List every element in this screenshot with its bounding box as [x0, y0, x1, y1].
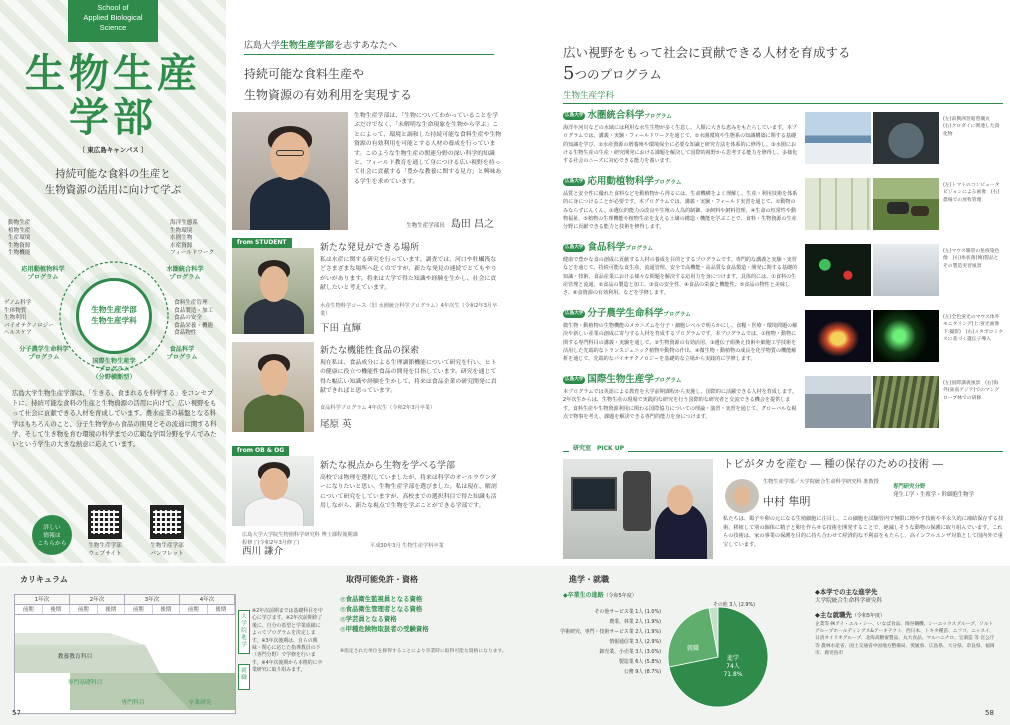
links-area [32, 503, 222, 561]
license-item: ◎食品衛生管理者となる資格 [340, 605, 423, 613]
program-pill: 広島大学 [565, 245, 584, 250]
program-name: 水圏統合科学 [166, 266, 204, 273]
alumni-photo [232, 456, 314, 526]
program-title [563, 242, 653, 254]
dean-title: 生物生産学部長 [406, 223, 445, 229]
license-heading: 取得可能免許・資格 [346, 575, 418, 584]
microscope-icon [623, 471, 651, 531]
diagram-item: ヘルスケア [4, 330, 32, 336]
page-number-left: 57 [12, 709, 21, 717]
story-body: 私は水産に関する研究を行っています。調査では、河口や牡蠣筏などさまざまな場所へ赴くのですが、新たな発見の連続でとてもやりがいがあります。将来は大学で得た知識や経験を生かし、社会に貢献したいと考えています。 [320, 257, 497, 292]
diagram-item: 生物環境 [170, 227, 193, 234]
license-item: ◎食品衛生監視員となる資格 [340, 595, 423, 603]
year-header: 4年次 [180, 595, 235, 605]
program-description: 海洋や河川などの水域には利用な水生生物が多く生息し、人類に大きな恵みをもたらしています。本プログラムでは、講義・実験・フィールドワークを通じて、①水圏環境や生態系の知識構築に関する基礎的知識を学び、②水産資源の増養殖や環境保全に必要な知識と研究方法を体系的に修得し、③水圏における生物生産の生産・研究開発における課題を解決して国際的視野から思考する能力を修得し、多様化する社会のニーズに対応できる能力を養います。 [563, 125, 798, 165]
alumni-face [260, 468, 288, 500]
program-description: 微生物・動植物の生物機能のメカニズムを分子・細胞レベルで明らかにし、食糧・医療・環境問題の解決や新しい産業の創成に寄与する人材を育成するプログラムです。本プログラムでは、①植物・動物に関する専門科目の講義・実験を通して、②生物資源の有効活用、③遺伝子組換え技術や細胞工学技術を活用した先端的なトランスジェニック植物や動物の作出、④微生物・動植物の成長を化学物質の機能解析を通じて、先端的なバイオテクノロジーを基礎的な立場から実践的に学修します。 [563, 323, 798, 363]
diagram-item: 生体物質 [4, 307, 27, 314]
story-meta: 食品科学プログラム 4年次生（令和2年3月卒業） [320, 405, 436, 411]
program-applied-animal [8, 266, 78, 282]
year-header: 3年次 [125, 595, 180, 605]
research-field [893, 483, 1005, 499]
student2-body [244, 394, 304, 432]
story-title: 新たな視点から生物を学べる学部 [320, 461, 456, 471]
lab-photo [563, 459, 713, 559]
program-international [74, 358, 154, 382]
story-body: 現在私は、食品成分による生理調節機能について研究を行い、ヒトの健康に役立つ機能性食品の開発を目指しています。研究を通じて得た幅広い知識や経験を生かして、将来は食品企業の研究開発に貢献できればと思っています。 [320, 360, 497, 395]
year-header: 1年次 [15, 595, 70, 605]
career-row-label: 製造業 6人 (5.8%) [618, 659, 661, 665]
headline-suffix: つのプログラム [574, 67, 662, 82]
pickup-title: トビがタカを産む ― 種の保存のための技術 ― [723, 458, 944, 470]
pie-grad-count: 74人 [726, 663, 740, 670]
diagram-item: 食品物性 [174, 330, 197, 336]
website-qr-code[interactable] [88, 505, 122, 539]
bubble-line: 詳しい [43, 525, 61, 531]
band-thesis: 卒業研究 [188, 700, 212, 706]
employment-tag: 就職 [238, 664, 250, 690]
career-destinations [815, 588, 995, 657]
diagram-center [76, 278, 152, 354]
divider [563, 103, 1003, 104]
faculty-title-line: 生物生産 [25, 50, 201, 97]
researcher-affiliation: 生物生産学部／大学院統合生命科学研究科 准教授 [763, 479, 879, 485]
program-title [563, 308, 691, 320]
mangrove-photo [873, 376, 939, 428]
diagram-item: 海洋生態系 [170, 220, 198, 226]
qr-label-line: パンフレット [150, 550, 184, 557]
story-name: 尾原 英 [320, 419, 352, 430]
program-caption: (左)全色蛍光のマウス体外モニタリング(上:蛍光画像 下:撮影) (右)メタボロミクスに基づく遺伝子導入 [943, 315, 1003, 343]
program-block-molecular [563, 308, 1003, 370]
diagram-item: 食料生産管理 [174, 300, 208, 306]
job-dest-heading [815, 611, 995, 621]
career-sub-note: （令和5年度） [603, 593, 637, 599]
program-food [152, 346, 212, 362]
program-name: 応用動植物科学 [587, 176, 654, 187]
program-suffix: プログラム [625, 246, 653, 252]
ship-photo [805, 112, 871, 164]
bubble-line: 情報は [43, 533, 61, 539]
diagram-item: バイオテクノロジー [4, 322, 54, 329]
divider [563, 451, 1003, 452]
semester-header: 前期 [125, 605, 153, 615]
program-name: 国際生物生産学 [92, 358, 136, 365]
researcher-face [667, 485, 693, 515]
field-value: 発生工学・生殖学・幹細胞生物学 [893, 492, 974, 498]
divider [244, 54, 494, 55]
career-row-label: 卸売業、小売業 3人 (3.0%) [599, 649, 661, 655]
grad-school-tag: 大学院進学 [238, 610, 250, 654]
license-list [340, 594, 510, 634]
fluorescence-photo [805, 310, 871, 362]
avatar-face [734, 486, 750, 506]
license-note: ※指定された単位を修得することにより卒業時に取得可能な資格になります。 [340, 649, 507, 654]
student2-photo [232, 342, 314, 432]
program-pill: 広島大学 [565, 377, 584, 382]
diagram-item: 食品栄養・機能 [174, 322, 214, 329]
fish-photo [873, 112, 939, 164]
grad-dest-body: 大学院統合生命科学研究科 [815, 598, 883, 604]
diagram-item: 動物生産 [8, 220, 31, 226]
qr-label-line: 生物生産学部 [88, 543, 122, 549]
pickup-label: 研究室 PICK UP [569, 445, 628, 454]
curriculum-heading: カリキュラム [20, 575, 68, 584]
program-suffix: プログラム [663, 312, 691, 318]
dean-signature [354, 218, 494, 233]
dean-photo [232, 112, 348, 230]
program-suffix: プログラム [98, 366, 130, 373]
pie-employment-label: 就職 [686, 645, 700, 652]
program-name: 食品科学 [587, 242, 626, 253]
career-row-label: その他サービス業 1人 (1.0%) [594, 609, 661, 615]
license-item: ◎甲種危険物取扱者の受験資格 [340, 625, 429, 633]
career-chart [560, 602, 773, 722]
story-name: 下田 直輝 [320, 323, 362, 334]
aspire-heading [244, 40, 397, 53]
diagram-item: フィールドワーク [170, 250, 215, 256]
dean-message: 生物生産学部は、「生物についてわかっていることを学ぶだけでなく、「未解明な生命現象を生物から学ぶ」ことによって、環境と調和した持続可能な食料生産や生物資源の有効利用を可能とする人材の養成を行っています。このような生物生産の関連分野の深い科学的知識と、フィールド教育を通して身につける広い視野を持って社会に貢献する「豊かな教養に関する見方」と興味ある学生を求めています。 [354, 113, 502, 185]
monitor-icon [571, 477, 617, 511]
program-suffix: プログラム [27, 274, 59, 281]
qr-label-line: 生物生産学部 [150, 543, 184, 549]
program-pill: 広島大学 [565, 311, 584, 316]
pamphlet-qr-code[interactable] [150, 505, 184, 539]
program-name: 食品科学 [169, 346, 195, 353]
story-meta: 水産生物科学コース（旧 水圏統合科学プログラム）4年次生（令和2年3月卒業） [320, 303, 498, 317]
diagram-item: 生物機能 [8, 250, 31, 256]
student2-face [260, 360, 288, 396]
program-title [563, 176, 681, 188]
curriculum-notes: ※2年次前期までは基礎科目を中心に学びます。※2年次前期終了後に、自分の希望と学業成績によってプログラムを決定します。※3年次後期は、自らの興味・関心に応じた指導教員の下（専門分野）で学修を行います。※4年次後期から本格的に卒業研究に取り組みます。 [252, 608, 323, 674]
tagline-line: 生物資源の活用に向けて学ぶ [44, 184, 182, 196]
story-body: 高校では物理を選択していましたが、将来は科学のオールラウンダーになりたいと思い、生物生産学部を選びました。私は現在、解剖について研究をしていますが、高校までの選択科目で得た知識も活用しながら、新たな視点で生物を学ぶことができる学部です。 [320, 475, 497, 510]
semester-header: 前期 [15, 605, 43, 615]
qr-label-line: ウェブサイト [88, 550, 122, 557]
pie-grad-label: 進学 [726, 655, 740, 662]
school-badge [68, 0, 158, 42]
grad-dest-heading: ◆本学での主な進学先 [815, 588, 878, 596]
year-header: 2年次 [70, 595, 125, 605]
student1-photo [232, 248, 314, 334]
license-item: ◎学芸員となる資格 [340, 615, 397, 623]
aspire-prefix: 広島大学 [244, 41, 281, 51]
career-row-label: 学術研究、専門・技術サービス業 2人 (1.9%) [560, 629, 661, 635]
program-block-food [563, 242, 1003, 304]
career-sub: ◆卒業生の進路 [563, 592, 604, 599]
from-alumni-label: from OB & OG [232, 446, 289, 456]
lab-pickup [563, 445, 1003, 561]
program-suffix: プログラム [644, 114, 672, 120]
program-caption: (左)トマトのコンピュータビジョンによる画像 (右)農場での放牧管理 [943, 183, 1000, 203]
school-badge-line: Science [99, 22, 127, 32]
programs-headline [563, 42, 1003, 85]
message-column [232, 0, 505, 563]
program-caption: (左)国際講義風景 (右)海外(東南アジア)でのマングローブ林での研修 [943, 381, 1000, 401]
faculty-tagline [10, 166, 216, 198]
semester-header: 後期 [43, 605, 71, 615]
program-description: 品質と安全性に優れた食料などを動植物から得るには、生命機構をよく理解し、生産・利用技術を体系的に身につけることが必要です。本プログラムでは、講義・実験・フィールド実習を通じて、①動物のみならずにんくん、②遺伝的能力の改良や生殖の人為的制御、③飼料や飼料管理、④生命の恒常性や動物福祉、⑤植物の生理機能や植物生産を支える土壌の構造・機能を学ぶことで、食料・生物資源の生産分野に貢献できる能力と技術を修得します。 [563, 191, 798, 231]
dean-suit [250, 176, 330, 230]
program-description: 健康で豊かな食の創成に貢献する人材の養成を目的とするプログラムです。専門的な講義と実験・実習などを通じて、持続可能な食生産、流通管理、安全で高機能・高品質な食品製造・開発に関する基礎的知識・技術、食品産業における様々な問題を解決する応用力を身につけます。具体的には、①食料の生産管理と流通、②食品の製造と加工、③食の安全性、④食品の栄養と機能性、⑤食品の物性と美味しさ、⑥食資源の有効利用、などを学修します。 [563, 257, 798, 297]
center-line: 生物生産学科 [91, 316, 137, 325]
message-headline [244, 64, 499, 106]
diagram-item: 食品の安全 [174, 315, 202, 321]
semester-header: 後期 [98, 605, 126, 615]
lecture-photo [805, 376, 871, 428]
program-suffix: プログラム [28, 354, 60, 361]
program-block-applied-animal [563, 176, 1003, 238]
pickup-body: 私たちは、鶏子や卵の元になる生殖細胞に注目し、この細胞を試験管内で無限に増やす技術や半永久的に凍結保存する技術、移植して別の個体に精子と卵を作らせる技術を開発することで、絶滅しそうな動物の保護に取り組んでいます。これらの技術は、家の事業の保護を目的に持ち合わせて経済的な不利益をもたらし、高インフルエンザ対策として国内外で重宝しています。 [723, 516, 1004, 548]
diagram-top-right-list [170, 220, 214, 258]
school-badge-line: Applied Biological [83, 12, 143, 22]
headline-line: 持続可能な食料生産や [244, 67, 365, 81]
job-dest-body: 企業等 ㈱アイ・エル・シー、いなば食品、岡谷鋼機、シーエックスグループ、ソルトグループホールディングス&アーキテクト、西日本、トキタ種苗、ニフコ、ニッスイ、日清オイリオグループ、北海高糖蜜製品、丸大食品、マルハニチロ、宝酒造 等 官公庁等 農林水産省、国土交通省中国地方整備局、愛媛県、広島県、大分県、奈良県、福岡市、鹿児島市 [815, 622, 995, 656]
program-molecular [4, 346, 84, 362]
semester-header: 後期 [208, 605, 236, 615]
faculty-title [8, 52, 218, 140]
band-basic: 専門基礎科目 [67, 680, 103, 686]
dean-name: 島田 昌之 [450, 219, 494, 230]
campus-label: 〔 東広島キャンパス 〕 [78, 146, 148, 154]
dept-name: 生物生産学科 [563, 91, 615, 101]
story-title: 新たな機能性食品の探索 [320, 346, 420, 356]
story-name: 西川 謙介 [242, 546, 284, 557]
researcher-avatar [725, 479, 759, 513]
diagram-item: 生産環境 [8, 235, 31, 241]
pamphlet-qr-label [137, 543, 197, 558]
diagram-item: 水圏生物 [170, 235, 193, 241]
program-name: 国際生物生産学 [587, 374, 654, 385]
curriculum-table [14, 594, 236, 714]
headline-number: 5 [563, 63, 575, 84]
diagram-mid-left-list [4, 300, 54, 338]
program-caption: (左)南興洲習船豊潮丸 (右)クロダイに関連した資化物 [943, 117, 1000, 137]
aspire-dept: 生物生産学部 [280, 41, 335, 51]
story-title: 新たな発見ができる場所 [320, 243, 420, 253]
program-block-international [563, 374, 1003, 436]
career-pie [663, 602, 773, 712]
cow-icon [911, 206, 929, 216]
job-dest-title: ◆主な就職先 [815, 611, 852, 619]
dean-face [270, 132, 310, 180]
program-suffix: プログラム [653, 180, 682, 186]
band-general: 教養教育科目 [57, 654, 93, 660]
program-name: 分子農学生命科学 [19, 346, 69, 353]
cell-photo [873, 310, 939, 362]
diagram-item: 生物利用 [4, 315, 27, 321]
website-qr-label [75, 543, 135, 558]
program-pill: 広島大学 [565, 113, 584, 118]
job-dest-note: （令和5年度） [851, 613, 886, 619]
program-suffix: プログラム [653, 378, 682, 384]
faculty-title-line: 学部 [69, 94, 157, 141]
page-number-right: 58 [985, 709, 994, 717]
alumni-labcoat [244, 496, 304, 526]
diagram-item: 食品製造・加工 [174, 307, 214, 314]
field-label: 専門研究分野 [893, 484, 926, 490]
alumni-graduation: 平成30年3月 生物生産学科卒業 [370, 543, 444, 549]
program-title [563, 374, 681, 386]
bottom-band [0, 566, 1010, 725]
career-subheading [563, 592, 637, 601]
researcher-name: 中村 隼明 [763, 495, 811, 508]
program-description: 本プログラムでは英語による教育を大学前期課程から実施し、国際的に活躍できる人材を育成します。2年次生からは、生物生産の現場で実践的な研究を行う国際的な研究者と交流できる機会を提供します。食料生産や生物資源利用に関わる国際協力についての理論・演習・実習を通じて、グローバルな視点で物事を考え、課題を解決できる専門的能力を身につけます。 [563, 389, 797, 420]
diagram-item: 生物資源 [8, 242, 31, 249]
faculty-intro: 広島大学生物生産学部は、「生きる、食まれるを科学する」をコンセプトに、持続可能な食料の生産と生物資源の活用に向けて、広い視野をもって社会に貢献できる人材を育成しています。農水産業の基盤となる科学はもちろんのこと、分子生物学から食品の開発とその流通に関する科学、そして生き物を育む環境の科学までの広範な学問分野を学んでみたいという学生の大きな熱意に応えています。 [12, 389, 217, 449]
pie-other-label: その他 3人 (2.9%) [713, 602, 756, 608]
program-title [563, 110, 672, 122]
program-caption: (左)マウス腸管の免疫染色像 (右)糸状菌(麹)製品とその製造実習風景 [943, 249, 1000, 269]
program-name: 分子農学生命科学 [587, 308, 664, 319]
career-row-label: 公務 9人 (8.7%) [623, 669, 661, 675]
greenhouse-photo [805, 178, 871, 230]
faculty-panel [0, 0, 226, 563]
cow-icon [887, 202, 909, 214]
career-row-label: 農業、林業 2人 (1.9%) [609, 619, 661, 625]
tagline-line: 持続可能な食料の生産と [55, 168, 171, 180]
program-name: 応用動植物科学 [21, 266, 65, 273]
diagram-top-left-list [8, 220, 30, 258]
bubble-line: こちらから [37, 541, 67, 547]
more-info-bubble [32, 515, 72, 555]
headline-line [563, 63, 1003, 85]
program-block-hydrosphere [563, 110, 1003, 172]
student1-face [260, 266, 288, 302]
semester-header: 後期 [153, 605, 181, 615]
story-meta: 広島大学大学院生物圏科学研究科 博士課程後期課程修了(令和2年3月修了) [242, 532, 358, 546]
school-badge-line: School of [97, 3, 129, 12]
from-student-label: from STUDENT [232, 238, 292, 248]
headline-line: 広い視野をもって社会に貢献できる人材を育成する [563, 45, 851, 60]
program-diagram [2, 218, 224, 383]
program-suffix: プログラム [169, 274, 201, 281]
student1-body [244, 298, 304, 334]
program-suffix: プログラム [166, 354, 198, 361]
semester-header: 前期 [180, 605, 208, 615]
microscopy-photo [805, 244, 871, 296]
career-heading: 進学・就職 [569, 575, 609, 584]
aspire-suffix: を志すあなたへ [334, 41, 398, 51]
program-name: 水圏統合科学 [587, 110, 645, 121]
center-line: 生物生産学部 [91, 305, 137, 314]
lab-photo [873, 244, 939, 296]
semester-header: 前期 [70, 605, 98, 615]
pie-grad-pct: 71.8% [723, 671, 743, 678]
diagram-mid-right-list [174, 300, 213, 338]
diagram-item: 水産資源 [170, 242, 193, 249]
program-hydrosphere [150, 266, 220, 282]
program-note: （分野横断型） [92, 374, 136, 381]
program-pill: 広島大学 [565, 179, 584, 184]
diagram-item: ゲノム科学 [4, 300, 32, 306]
glasses-icon [276, 150, 304, 156]
headline-line: 生物資源の有効利用を実現する [244, 88, 413, 102]
diagram-item: 植物生産 [8, 227, 31, 234]
band-specialized: 専門科目 [121, 700, 145, 706]
cattle-photo [873, 178, 939, 230]
career-row-label: 情報通信業 3人 (2.9%) [609, 639, 661, 645]
